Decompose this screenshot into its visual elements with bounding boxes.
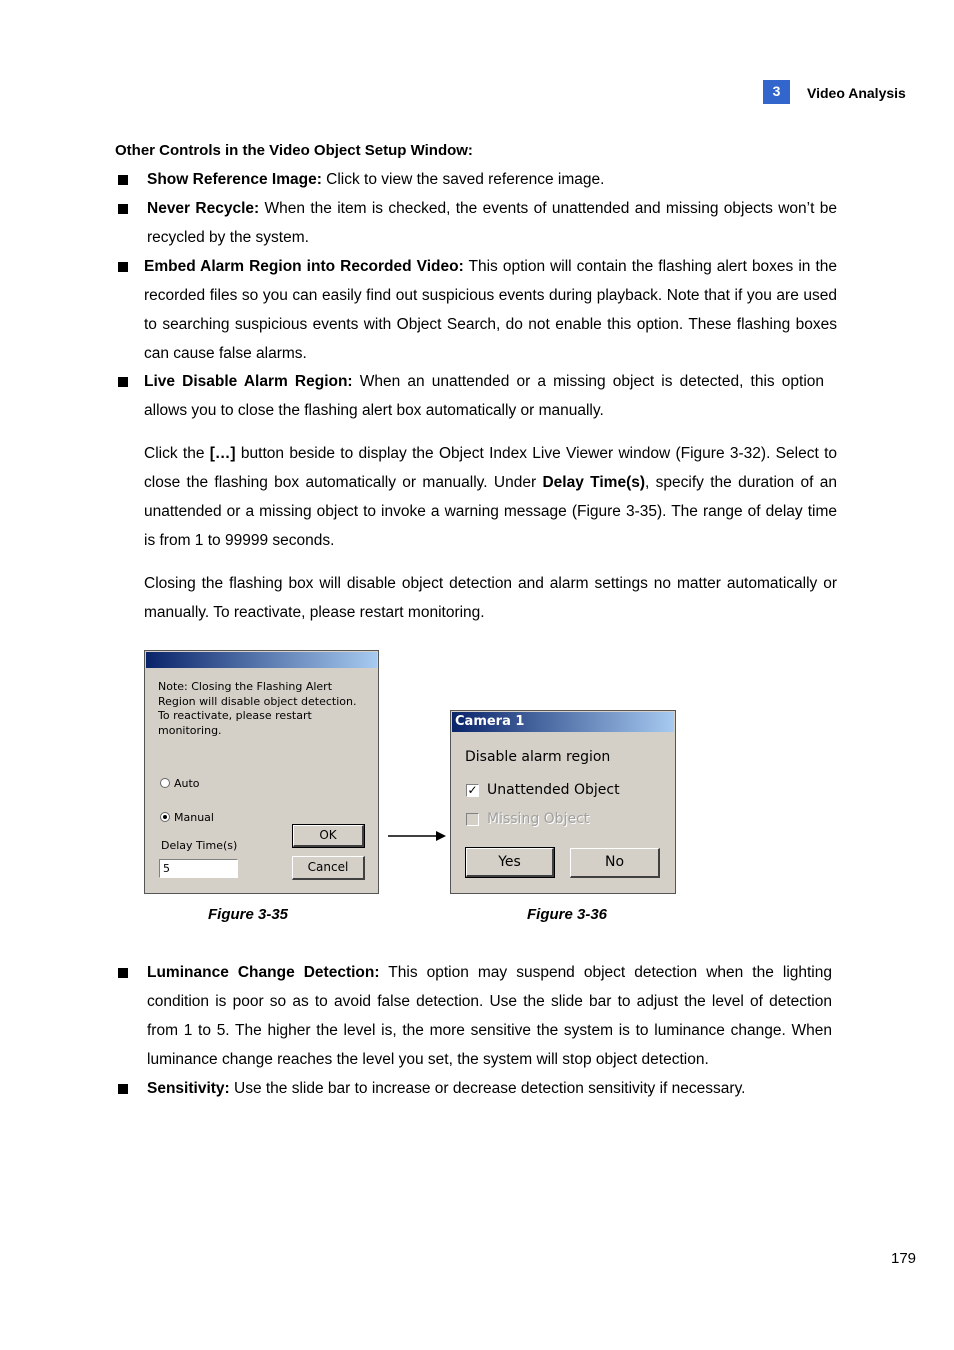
yes-button[interactable]: Yes bbox=[466, 848, 554, 877]
bullet-marker bbox=[118, 262, 128, 272]
item-text: Use the slide bar to increase or decrease detection sensitivity if necessary. bbox=[229, 1080, 746, 1097]
section-heading: Other Controls in the Video Object Setup Window: bbox=[115, 142, 473, 159]
disable-alarm-dialog bbox=[144, 650, 379, 894]
text-run: , specify the duration of an unattended or a missing object to invoke a warning message (Figure 3-35). The range of delay time is from 1 to 99999 seconds. bbox=[144, 474, 837, 549]
item-term: Sensitivity: bbox=[147, 1080, 230, 1097]
item-text: When an unattended or a missing object is detected, this option allows you to close the flashing alert box automatically or manually. bbox=[144, 373, 825, 419]
text-run: Click the bbox=[144, 445, 210, 462]
item-term: Live Disable Alarm Region: bbox=[144, 373, 353, 390]
chapter-title: Video Analysis bbox=[807, 85, 906, 101]
item-term: Never Recycle: bbox=[147, 200, 260, 217]
delay-time-label: Delay Time(s) bbox=[161, 839, 238, 852]
delay-time-input[interactable]: 5 bbox=[159, 859, 238, 878]
item-term: Embed Alarm Region into Recorded Video: bbox=[144, 258, 464, 275]
figure-caption-35: Figure 3-35 bbox=[208, 906, 289, 923]
item-text: This option will contain the flashing alert boxes in the recorded files so you can easily find out suspicious events during playback. Note that if you are used to searching suspicious events with Object Search, do not enable this option. These flashing boxes can cause false alarms. bbox=[144, 258, 837, 362]
no-button[interactable]: No bbox=[570, 848, 660, 878]
item-text: This option may suspend object detection when the lighting condition is poor so as to avoid false detection. Use the slide bar to adjust the level of detection from 1 to 5. The higher the level is, the more sensitive the system is to luminance change. When luminance change reaches the level you set, the system will stop object detection. bbox=[147, 964, 832, 1068]
item-text: Click to view the saved reference image. bbox=[321, 171, 605, 188]
text-run-bold: Delay Time(s) bbox=[542, 474, 646, 491]
unattended-checkbox[interactable]: ✓ bbox=[467, 783, 478, 797]
item-term: Luminance Change Detection: bbox=[147, 964, 380, 981]
dialog-title: Camera 1 bbox=[452, 712, 674, 732]
item-show-reference bbox=[147, 165, 837, 194]
dialog-titlebar bbox=[146, 652, 377, 668]
text-run: button beside to display the Object Index Live Viewer window (Figure 3-32). Select to close the flashing box automatically or manually. Under bbox=[144, 445, 838, 491]
item-never-recycle bbox=[147, 194, 837, 252]
item-luminance bbox=[147, 958, 832, 1074]
bullet-marker bbox=[118, 377, 128, 387]
dialog-note: Note: Closing the Flashing Alert Region will disable object detection. To reactivate, please restart monitoring. bbox=[158, 680, 357, 737]
bullet-marker bbox=[118, 175, 128, 185]
item-term: Show Reference Image: bbox=[147, 171, 322, 188]
camera-dialog bbox=[450, 710, 676, 894]
closing-paragraph: Closing the flashing box will disable object detection and alarm settings no matter automatically or manually. To reactivate, please restart monitoring. bbox=[144, 575, 837, 621]
bullet-marker bbox=[118, 1084, 128, 1094]
cancel-button[interactable]: Cancel bbox=[292, 856, 365, 880]
unattended-label: Unattended Object bbox=[487, 782, 620, 798]
figure-caption-36: Figure 3-36 bbox=[527, 906, 608, 923]
item-live-disable bbox=[144, 367, 824, 425]
click-paragraph bbox=[144, 439, 837, 555]
item-text: When the item is checked, the events of unattended and missing objects won’t be recycled by the system. bbox=[147, 200, 837, 246]
bullet-marker bbox=[118, 204, 128, 214]
bullet-marker bbox=[118, 968, 128, 978]
ok-button[interactable]: OK bbox=[293, 825, 364, 847]
chapter-number-badge: 3 bbox=[763, 80, 790, 104]
dialog-prompt: Disable alarm region bbox=[465, 749, 611, 765]
item-sensitivity bbox=[147, 1074, 837, 1103]
manual-label: Manual bbox=[174, 811, 214, 824]
manual-radio[interactable] bbox=[160, 812, 170, 822]
missing-label: Missing Object bbox=[487, 811, 590, 827]
page-number: 179 bbox=[891, 1250, 917, 1267]
auto-label: Auto bbox=[174, 777, 200, 790]
missing-checkbox[interactable] bbox=[466, 813, 479, 826]
text-run-bold: […] bbox=[209, 445, 236, 462]
arrow-icon bbox=[386, 828, 448, 844]
auto-radio[interactable] bbox=[160, 778, 170, 788]
item-embed-alarm bbox=[144, 252, 837, 368]
